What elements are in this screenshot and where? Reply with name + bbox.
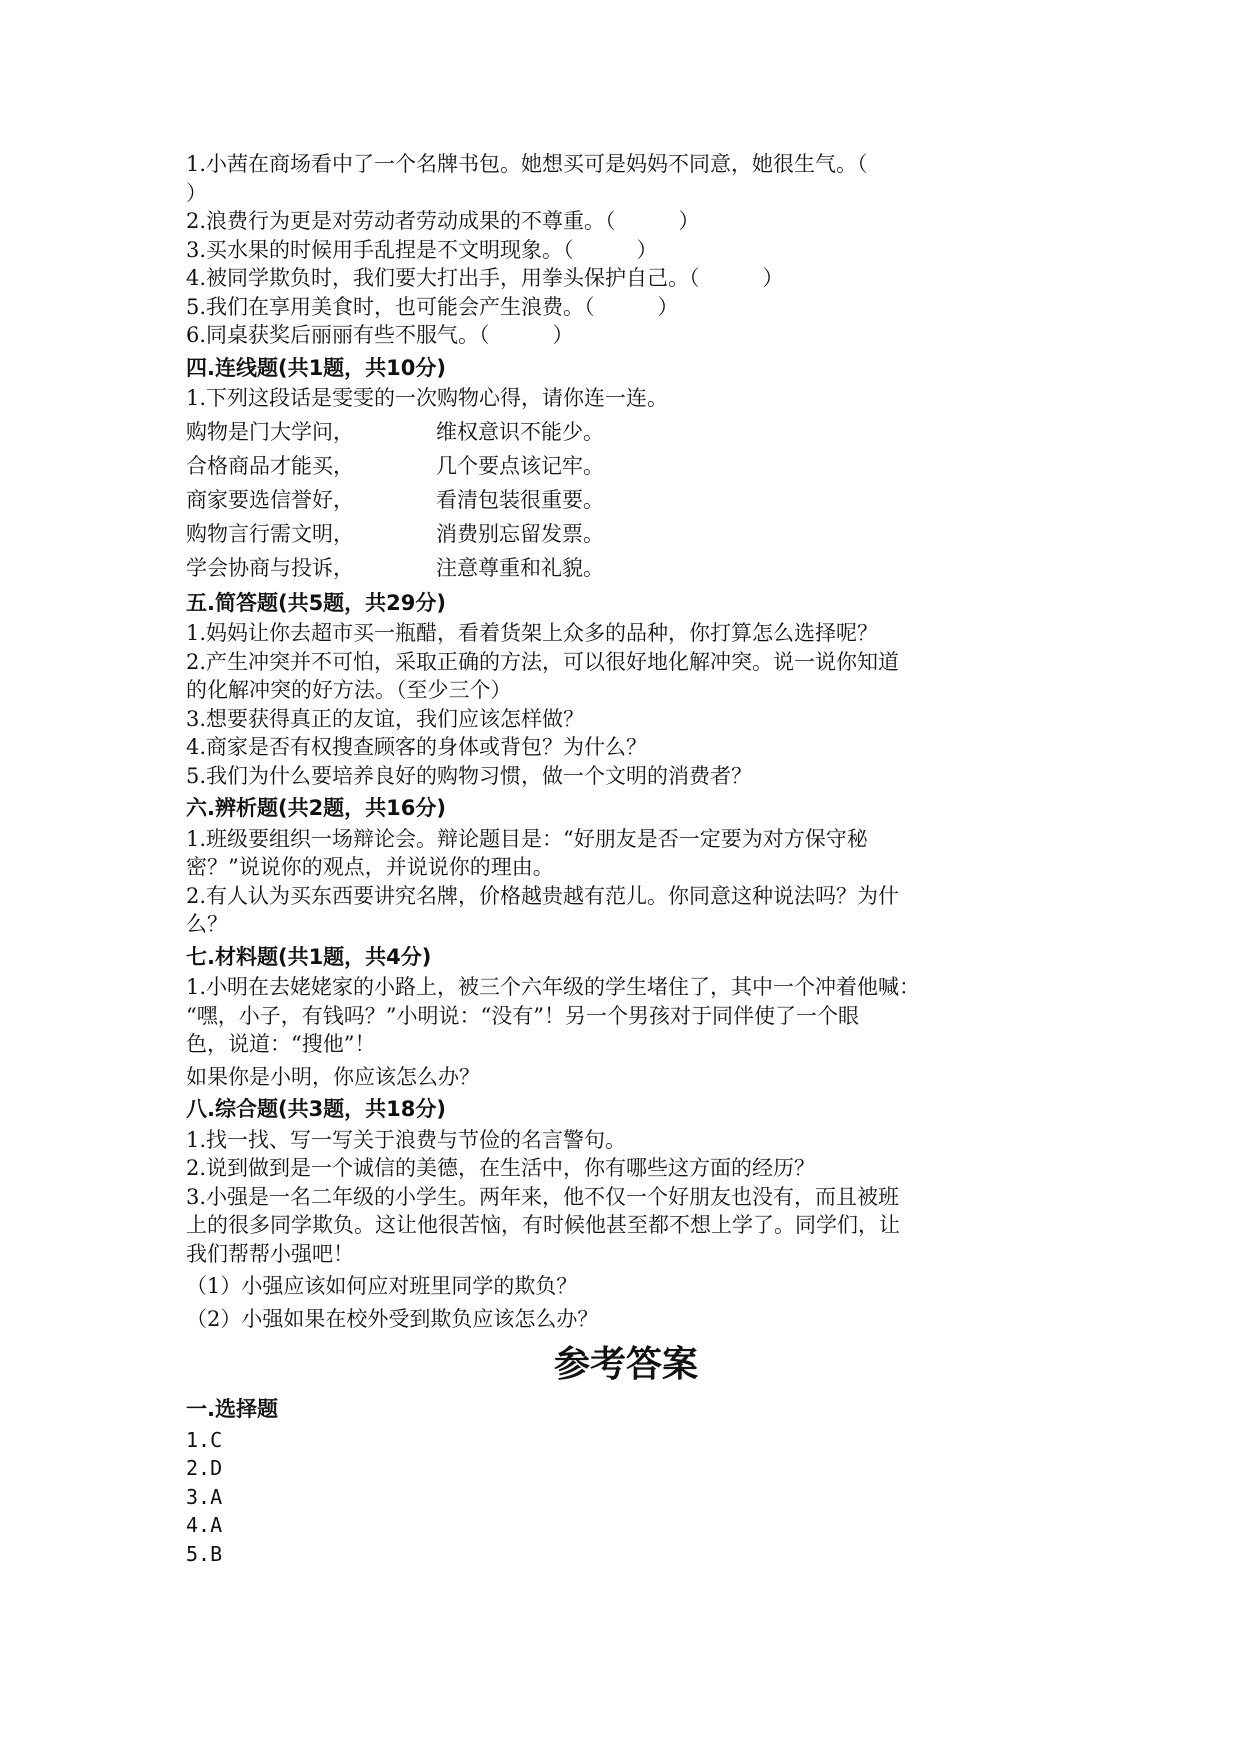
question-line: 1.找一找、写一写关于浪费与节俭的名言警句。 <box>186 1127 627 1152</box>
answer-item: 1.C <box>186 1427 223 1452</box>
answer-item: 5.B <box>186 1541 223 1566</box>
matching-row <box>186 449 1066 483</box>
list-item: 4.被同学欺负时，我们要大打出手，用拳头保护自己。（ ） <box>186 266 784 290</box>
list-item: 3.买水果的时候用手乱捏是不文明现象。（ ） <box>186 237 658 262</box>
question-line: 1.班级要组织一场辩论会。辩论题目是：“好朋友是否一定要为对方保守秘 <box>186 826 868 851</box>
question-line: 1.妈妈让你去超市买一瓶醋，看着货架上众多的品种，你打算怎么选择呢？ <box>186 621 879 645</box>
answer-item: 4.A <box>186 1513 223 1537</box>
matching-row <box>186 517 1066 551</box>
question-line: 2.有人认为买东西要讲究名牌，价格越贵越有范儿。你同意这种说法吗？为什 <box>186 883 900 908</box>
question-line: 5.我们为什么要培养良好的购物习惯，做一个文明的消费者？ <box>186 763 753 788</box>
matching-row <box>186 483 1066 517</box>
question-line: 我们帮帮小强吧！ <box>186 1241 354 1266</box>
question-line: 密？”说说你的观点，并说说你的理由。 <box>186 855 554 879</box>
list-item: ） <box>186 180 207 205</box>
matching-right: 维权意识不能少。 <box>436 419 604 444</box>
section3-items <box>186 150 1066 350</box>
question-line: 2.产生冲突并不可怕，采取正确的方法，可以很好地化解冲突。说一说你知道 <box>186 649 900 674</box>
matching-left: 商家要选信誉好， <box>186 487 354 512</box>
question-line: 1.小明在去姥姥家的小路上，被三个六年级的学生堵住了，其中一个冲着他喊： <box>186 975 921 999</box>
matching-left: 购物是门大学问， <box>186 419 354 444</box>
question-line: “嘿，小子，有钱吗？”小明说：“没有”！另一个男孩对于同伴使了一个眼 <box>186 1003 859 1028</box>
list-item: 5.我们在享用美食时，也可能会产生浪费。（ ） <box>186 294 679 319</box>
matching-right: 看清包装很重要。 <box>436 487 604 512</box>
matching-right: 注意尊重和礼貌。 <box>436 555 604 580</box>
matching-left: 购物言行需文明， <box>186 521 354 546</box>
question-line: 么？ <box>186 912 228 936</box>
section4-heading: 四.连线题(共1题，共10分) <box>186 355 447 380</box>
matching-right: 消费别忘留发票。 <box>436 521 604 546</box>
section8-heading: 八.综合题(共3题，共18分) <box>186 1097 447 1121</box>
section7-heading: 七.材料题(共1题，共4分) <box>186 944 432 969</box>
question-line: 色，说道：“搜他”！ <box>186 1032 376 1056</box>
matching-left: 学会协商与投诉， <box>186 555 354 580</box>
question-followup: 如果你是小明，你应该怎么办？ <box>186 1064 480 1089</box>
question-line: 的化解冲突的好方法。（至少三个） <box>186 678 512 702</box>
sub-question: （1）小强应该如何应对班里同学的欺负？ <box>186 1274 578 1298</box>
question-line: 上的很多同学欺负。这让他很苦恼，有时候他甚至都不想上学了。同学们，让 <box>186 1213 900 1237</box>
question-line: 2.说到做到是一个诚信的美德，在生活中，你有哪些这方面的经历？ <box>186 1156 816 1180</box>
matching-row <box>186 551 1066 585</box>
matching-left: 合格商品才能买， <box>186 453 354 478</box>
list-item: 1.小茜在商场看中了一个名牌书包。她想买可是妈妈不同意，她很生气。（ <box>186 152 868 176</box>
matching-pairs <box>186 415 1066 585</box>
question-line: 3.想要获得真正的友谊，我们应该怎样做？ <box>186 706 585 731</box>
list-item: 2.浪费行为更是对劳动者劳动成果的不尊重。（ ） <box>186 209 700 233</box>
answers-heading: 一.选择题 <box>186 1397 278 1421</box>
section4-question: 1.下列这段话是雯雯的一次购物心得，请你连一连。 <box>186 386 669 410</box>
section6-heading: 六.辨析题(共2题，共16分) <box>186 796 447 820</box>
matching-right: 几个要点该记牢。 <box>436 453 604 478</box>
list-item: 6.同桌获奖后丽丽有些不服气。（ ） <box>186 323 574 347</box>
answers-title: 参考答案 <box>553 1344 698 1385</box>
matching-row <box>186 415 1066 449</box>
question-line: 4.商家是否有权搜查顾客的身体或背包？为什么？ <box>186 735 648 759</box>
sub-question: （2）小强如果在校外受到欺负应该怎么办？ <box>186 1306 599 1331</box>
question-line: 3.小强是一名二年级的小学生。两年来，他不仅一个好朋友也没有，而且被班 <box>186 1184 900 1209</box>
section5-heading: 五.简答题(共5题，共29分) <box>186 590 447 615</box>
document-page <box>186 150 1066 1568</box>
answer-item: 2.D <box>186 1456 223 1480</box>
answer-item: 3.A <box>186 1484 223 1509</box>
